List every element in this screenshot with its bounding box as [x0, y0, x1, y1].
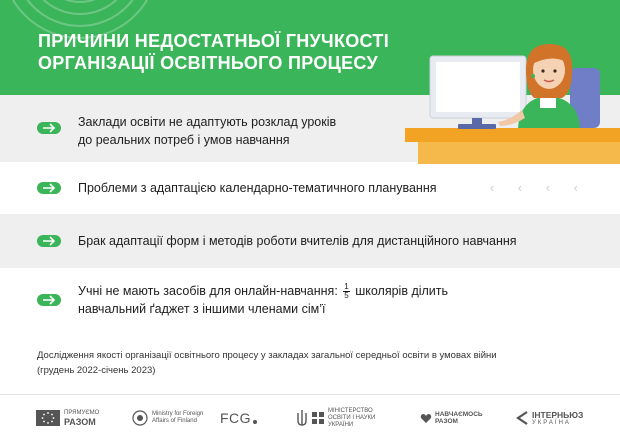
- reason-text-3: Брак адаптації форм і методів роботи вчителів для дистанційного навчання: [78, 234, 517, 248]
- mfa-emblem-icon: [132, 410, 148, 426]
- reason-4-line-1: [78, 282, 448, 300]
- arrow-right-icon: [37, 235, 61, 247]
- reason-4-text-before: Учні не мають засобів для онлайн-навчання:: [78, 284, 338, 298]
- fraction: [343, 283, 349, 300]
- source-line-1: Дослідження якості організації освітнього процесу у закладах загальної середньої освіти в умовах війни: [37, 350, 497, 361]
- source-note: [37, 348, 597, 378]
- mfa-logo-text: [152, 411, 203, 425]
- footer-divider: [0, 394, 620, 395]
- learn-logo-line-1: НАВЧАЄМОСЬ: [435, 411, 483, 418]
- eu-logo-text: [64, 410, 99, 427]
- title-line-2: ОРГАНІЗАЦІЇ ОСВІТНЬОГО ПРОЦЕСУ: [38, 53, 378, 73]
- internews-mark-icon: [515, 410, 529, 426]
- reason-text-4: [78, 282, 448, 318]
- eu-logo-line-2: РАЗОМ: [64, 416, 96, 427]
- eu-logo: [36, 404, 99, 432]
- fcg-logo: [220, 404, 257, 432]
- eu-flag-icon: [36, 410, 60, 426]
- learn-together-logo: [420, 404, 483, 432]
- mon-ukraine-logo: [296, 404, 375, 432]
- mon-logo-text: [328, 408, 375, 429]
- reason-4-line-2: навчальний ґаджет з іншими членами сім’ї: [78, 302, 326, 317]
- teacher-illustration: [400, 40, 620, 165]
- internews-logo-line-2: УКРАЇНА: [532, 419, 571, 426]
- title-line-1: ПРИЧИНИ НЕДОСТАТНЬОЇ ГНУЧКОСТІ: [38, 31, 389, 51]
- fraction-numerator: 1: [344, 282, 349, 292]
- mon-mark-icon: [312, 412, 324, 424]
- fcg-logo-text: FCG: [220, 410, 252, 426]
- mfa-logo-line-2: Affairs of Finland: [152, 418, 197, 424]
- reason-text-2: Проблеми з адаптацією календарно-тематичного планування: [78, 181, 437, 195]
- reason-text-1: [78, 113, 336, 149]
- mon-logo-line-2: ОСВІТИ І НАУКИ: [328, 414, 376, 421]
- internews-logo: [515, 404, 583, 432]
- page-title: [38, 30, 389, 74]
- trident-icon: [296, 409, 308, 427]
- learn-logo-text: [435, 411, 483, 425]
- fcg-dot-icon: [253, 420, 257, 424]
- source-line-2: (грудень 2022-січень 2023): [37, 365, 156, 376]
- partner-logos: [0, 404, 620, 434]
- reason-1-line-2: до реальних потреб і умов навчання: [78, 133, 290, 147]
- learn-logo-line-2: РАЗОМ: [435, 418, 458, 425]
- chevron-decoration: ‹ ‹ ‹ ‹: [489, 180, 588, 195]
- reason-1-line-1: Заклади освіти не адаптують розклад уроків: [78, 115, 337, 129]
- internews-logo-line-1: ІНТЕРНЬЮЗ: [532, 409, 584, 420]
- mfa-logo-line-1: Ministry for Foreign: [152, 411, 204, 417]
- mon-logo-line-3: УКРАЇНИ: [328, 421, 354, 428]
- mon-logo-line-1: МІНІСТЕРСТВО: [328, 407, 373, 414]
- mfa-finland-logo: [132, 404, 203, 432]
- reason-row-4: [0, 268, 620, 334]
- arrow-right-icon: [37, 294, 61, 306]
- eu-logo-line-1: ПРЯМУЄМО: [64, 409, 100, 416]
- reason-row-3: [0, 214, 620, 268]
- arrow-right-icon: [37, 122, 61, 134]
- reason-4-text-after: школярів ділить: [355, 284, 449, 298]
- arrow-right-icon: [37, 182, 61, 194]
- fraction-denominator: 5: [344, 291, 349, 301]
- internews-logo-text: [532, 410, 583, 427]
- heart-icon: [420, 412, 432, 424]
